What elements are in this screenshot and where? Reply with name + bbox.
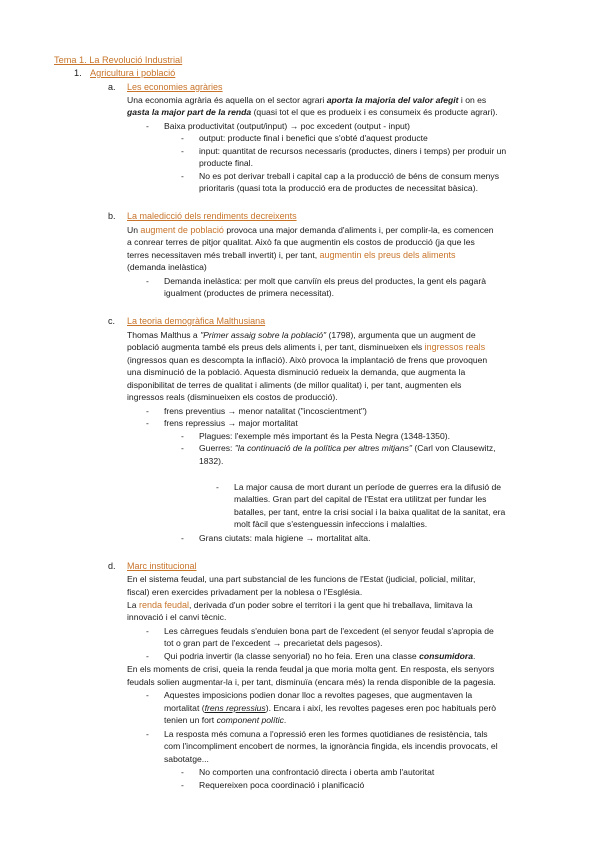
bullet-text: La major causa de mort durant un període de guerres era la difusió de [234, 482, 502, 492]
bullet-dash: - [146, 418, 149, 428]
bullet-text: Requereixen poca coordinació i planificació [199, 780, 365, 790]
bullet-text: Grans ciutats: mala higiene → mortalitat alta. [199, 533, 371, 543]
bullet-text: Baixa productivitat (output/input) → poc excedent (output - input) [164, 121, 411, 131]
bullet-text: frens preventius → menor natalitat ("incoscientment") [164, 406, 367, 416]
bullet-text: prioritaris (quasi tota la producció era de productes de necessitat bàsica). [199, 183, 478, 193]
bullet-text: batalles, per tant, entre la crisi social i la baixa qualitat de la sanitat, era [234, 507, 506, 517]
bullet-dash: - [146, 651, 149, 661]
bullet-dash: - [146, 121, 149, 131]
paragraph-line: una disminució de la població. Aquesta disminució redueix la demanda, que augmenta la [127, 367, 466, 377]
paragraph-line: Un augment de població provoca una major demanda d'aliments i, per complir-la, es comencen [127, 225, 494, 235]
paragraph-line: La renda feudal, derivada d'un poder sobre el territori i la gent que hi treballava, limitava la [127, 600, 473, 610]
paragraph-line: Thomas Malthus a "Primer assaig sobre la població" (1798), argumenta que un augment de [127, 330, 476, 340]
bullet-dash: - [181, 146, 184, 156]
bullet-dash: - [216, 482, 219, 492]
bullet-text: molt fàcil que s'estenguessin infeccions i malalties. [234, 519, 428, 529]
paragraph-line: innovació i el canvi tècnic. [127, 612, 227, 622]
bullet-dash: - [181, 533, 184, 543]
bullet-text: No es pot derivar treball i capital cap a la producció de béns de consum menys [199, 171, 499, 181]
bullet-text: Les càrregues feudals s'enduien bona part de l'excedent (el senyor feudal s'apropia de [164, 626, 494, 636]
bullet-dash: - [146, 406, 149, 416]
bullet-text: malalties. Gran part del capital de l'Estat era utilitzat per fundar les [234, 494, 487, 504]
bullet-text: mortalitat (frens repressius). Encara i així, les revoltes pageses eren poc habituals però [164, 703, 496, 713]
bullet-dash: - [181, 133, 184, 143]
subsection-c-letter: c. [108, 316, 116, 326]
bullet-text: tenien un fort component polític. [164, 715, 287, 725]
bullet-text: Aquestes imposicions podien donar lloc a revoltes pageses, que augmentaven la [164, 690, 473, 700]
paragraph-line: fiscal) eren exercides privadament per la noblesa o l'Església. [127, 587, 363, 597]
subsection-d-title: Marc institucional [127, 561, 197, 571]
paragraph-line: En el sistema feudal, una part substancial de les funcions de l'Estat (judicial, policial, militar, [127, 574, 476, 584]
paragraph-line: feudals solien augmentar-la i, per tant, disminuïa (encara més) la renda disponible de la pagesia. [127, 677, 496, 687]
bullet-text: 1832). [199, 456, 224, 466]
paragraph-line: (demanda inelàstica) [127, 262, 207, 272]
bullet-text: input: quantitat de recursos necessaris (productes, diners i temps) per produir un [199, 146, 507, 156]
bullet-text: Demanda inelàstica: per molt que canviïn els preus del productes, la gent els pagarà [164, 276, 486, 286]
bullet-text: No comporten una confrontació directa i oberta amb l'autoritat [199, 767, 435, 777]
paragraph-line: població augmenta també els preus dels aliments i, per tant, disminueixen els ingressos reals [127, 342, 486, 352]
paragraph-line: Una economia agrària és aquella on el sector agrari aporta la majoria del valor afegit i on es [127, 95, 487, 105]
paragraph-line: En els moments de crisi, queia la renda feudal ja que moria molta gent. En resposta, els senyors [127, 664, 495, 674]
subsection-b-title: La maledicció dels rendiments decreixents [127, 211, 297, 221]
subsection-b-letter: b. [108, 211, 116, 221]
bullet-dash: - [146, 626, 149, 636]
bullet-dash: - [181, 780, 184, 790]
section-1-number: 1. [74, 68, 82, 78]
bullet-text: Qui podria invertir (la classe senyorial) no ho feia. Eren una classe consumidora. [164, 651, 476, 661]
paragraph-line: terres necessitaven més treball invertit) i, per tant, augmentin els preus dels aliments [127, 250, 456, 260]
subsection-a-letter: a. [108, 82, 116, 92]
subsection-d-letter: d. [108, 561, 116, 571]
section-1-title: Agricultura i població [90, 68, 176, 78]
bullet-dash: - [181, 767, 184, 777]
bullet-dash: - [146, 729, 149, 739]
bullet-text: Plagues: l'exemple més important és la Pesta Negra (1348-1350). [199, 431, 450, 441]
paragraph-line: gasta la major part de la renda (quasi tot el que es produeix i es consumeix és producte agrari). [127, 107, 498, 117]
bullet-text: producte final. [199, 158, 253, 168]
paragraph-line: ingressos reals (disminueixen els costos de producció). [127, 392, 338, 402]
bullet-dash: - [181, 443, 184, 453]
bullet-text: frens repressius → major mortalitat [164, 418, 298, 428]
subsection-a-title: Les economies agràries [127, 82, 223, 92]
bullet-text: igualment (productes de primera necessitat). [164, 288, 335, 298]
bullet-text: output: producte final i benefici que s'obté d'aquest producte [199, 133, 428, 143]
bullet-text: sabotatge... [164, 754, 209, 764]
bullet-dash: - [181, 431, 184, 441]
paragraph-line: disponibilitat de terres de qualitat i aliments (de millor qualitat) i, per tant, augmenten els [127, 380, 462, 390]
document-title: Tema 1. La Revolució Industrial [54, 55, 183, 65]
bullet-text: com l'incompliment encobert de normes, la ignorància fingida, els incendis provocats, el [164, 741, 498, 751]
bullet-dash: - [181, 171, 184, 181]
bullet-text: Guerres: "la continuació de la política per altres mitjans" (Carl von Clausewitz, [199, 443, 496, 453]
bullet-dash: - [146, 276, 149, 286]
subsection-c-title: La teoria demogràfica Malthusiana [127, 316, 266, 326]
bullet-text: La resposta més comuna a l'opressió eren les formes quotidianes de resistència, tals [164, 729, 488, 739]
paragraph-line: a conrear terres de pitjor qualitat. Això fa que augmentin els costos de producció (ja que les [127, 237, 475, 247]
bullet-dash: - [146, 690, 149, 700]
bullet-text: tot o gran part de l'excedent → precarietat dels pagesos). [164, 638, 383, 648]
paragraph-line: (ingressos quan es descompta la inflació). Això provoca la implantació de frens que provoquen [127, 355, 488, 365]
